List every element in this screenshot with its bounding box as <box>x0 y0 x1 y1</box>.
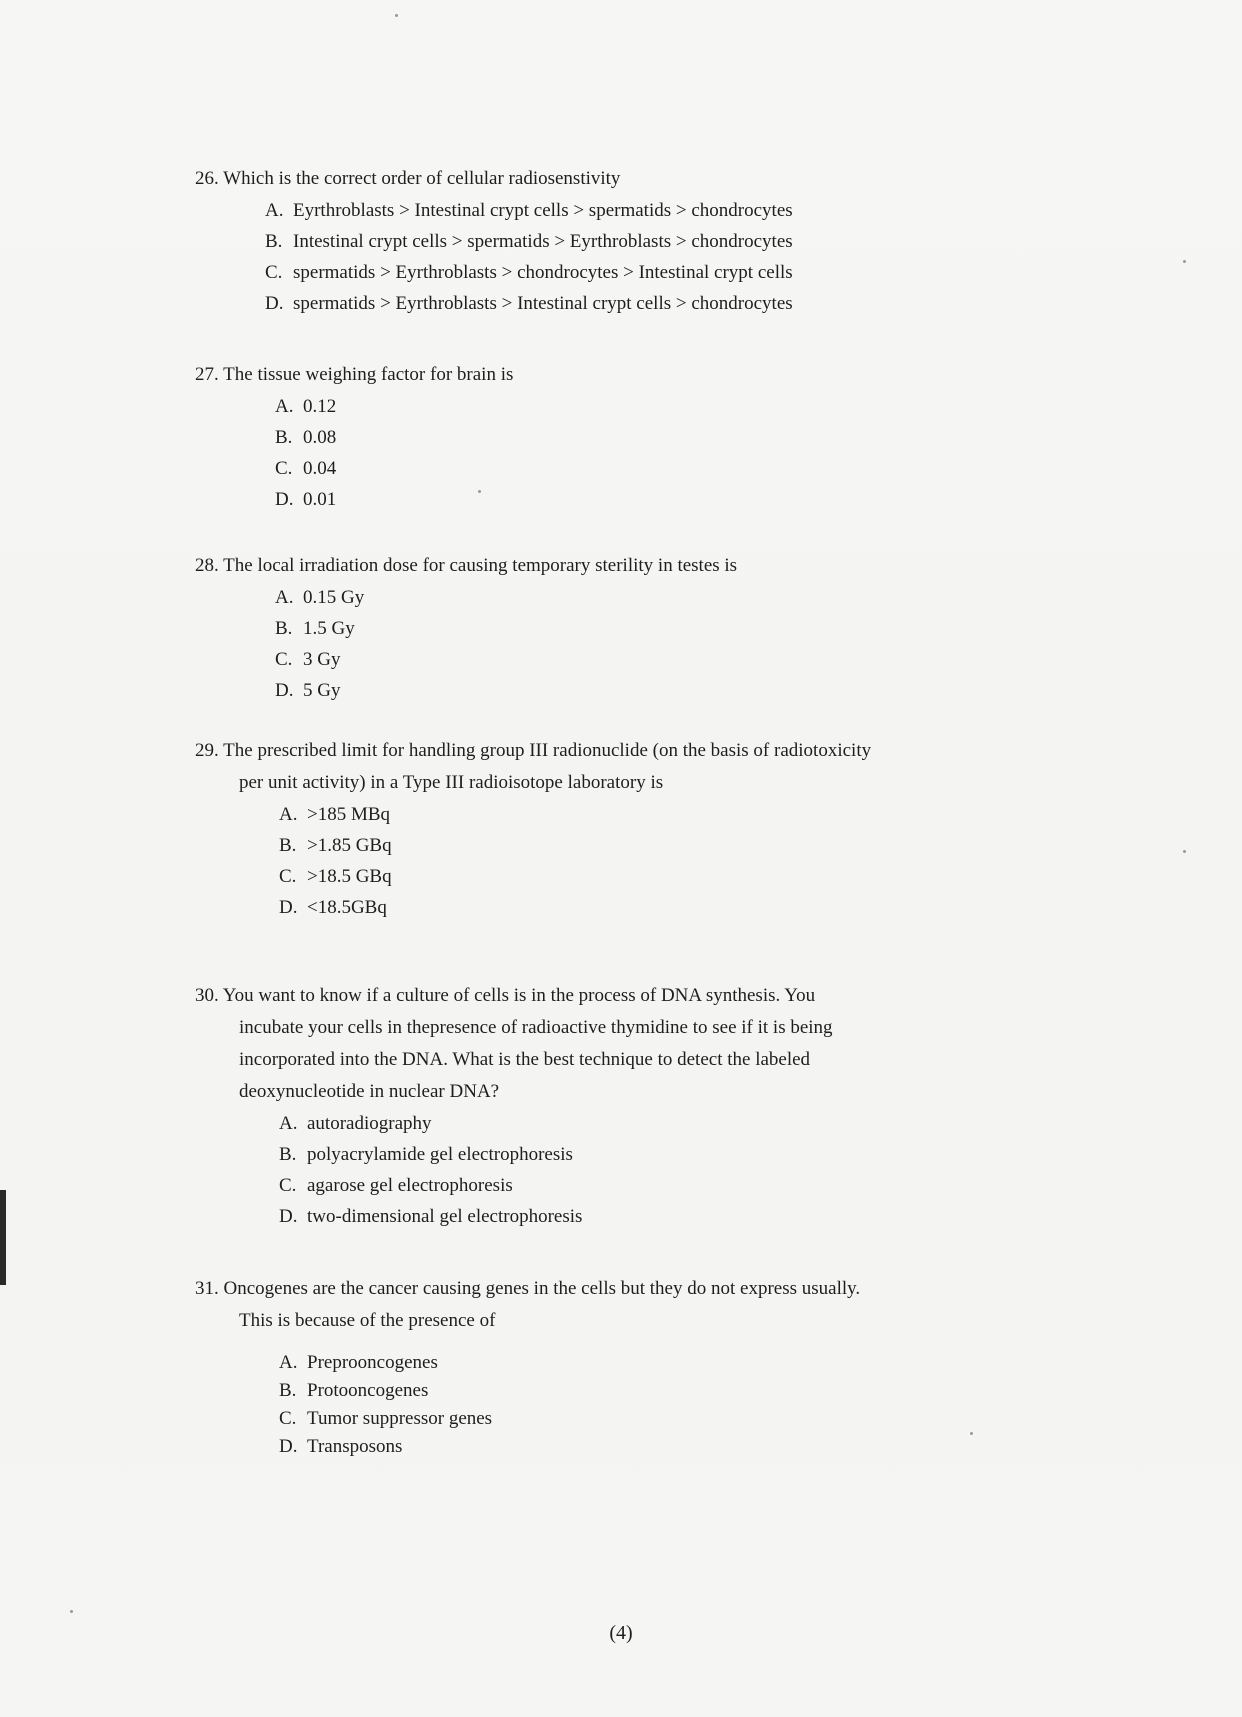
option-d <box>275 484 1095 515</box>
question-text-line-2: incubate your cells in thepresence of radioactive thymidine to see if it is being <box>239 1017 833 1038</box>
option-c <box>275 644 1095 675</box>
option-letter: A. <box>279 804 298 825</box>
option-a <box>279 1349 1095 1377</box>
question-number: 26. <box>195 168 219 189</box>
option-a <box>275 582 1095 613</box>
option-letter: C. <box>279 866 297 887</box>
question-29 <box>195 735 1095 923</box>
option-letter: D. <box>279 1206 298 1227</box>
option-letter: B. <box>279 1380 297 1401</box>
option-letter: A. <box>275 396 294 417</box>
question-text-line-2: per unit activity) in a Type III radioisotope laboratory is <box>239 772 664 793</box>
question-26 <box>195 163 1095 319</box>
question-text: The tissue weighing factor for brain is <box>223 364 514 385</box>
option-letter: C. <box>279 1408 297 1429</box>
question-text-line-2: This is because of the presence of <box>239 1310 496 1331</box>
option-a <box>279 1108 1095 1139</box>
option-letter: A. <box>279 1352 298 1373</box>
option-letter: C. <box>275 458 293 479</box>
option-list <box>279 799 1095 923</box>
question-31 <box>195 1273 1095 1461</box>
option-list <box>265 195 1095 319</box>
option-b <box>275 422 1095 453</box>
question-text-line-1: Oncogenes are the cancer causing genes in the cells but they do not express usually. <box>223 1278 861 1299</box>
question-number: 31. <box>195 1278 219 1299</box>
question-stem <box>195 359 1095 391</box>
question-stem-continued <box>239 1305 1095 1337</box>
option-letter: B. <box>275 427 293 448</box>
option-text: 0.08 <box>303 427 337 448</box>
option-text: Eyrthroblasts > Intestinal crypt cells > spermatids > chondrocytes <box>293 200 793 221</box>
option-a <box>275 391 1095 422</box>
option-text: Preprooncogenes <box>307 1352 438 1373</box>
option-c <box>279 861 1095 892</box>
option-letter: C. <box>279 1175 297 1196</box>
option-text: 0.01 <box>303 489 337 510</box>
option-list <box>275 582 1095 706</box>
option-a <box>279 799 1095 830</box>
scan-speck <box>70 1610 73 1613</box>
option-d <box>279 1201 1095 1232</box>
option-text: polyacrylamide gel electrophoresis <box>307 1144 573 1165</box>
question-number: 27. <box>195 364 219 385</box>
option-list <box>279 1349 1095 1461</box>
option-text: Tumor suppressor genes <box>307 1408 493 1429</box>
question-28 <box>195 550 1095 706</box>
question-text-line-3: incorporated into the DNA. What is the best technique to detect the labeled <box>239 1049 811 1070</box>
option-text: <18.5GBq <box>307 897 387 918</box>
option-letter: C. <box>265 262 283 283</box>
option-d <box>275 675 1095 706</box>
option-text: 0.04 <box>303 458 337 479</box>
question-number: 28. <box>195 555 219 576</box>
option-d <box>265 288 1095 319</box>
question-stem <box>195 550 1095 582</box>
option-b <box>279 830 1095 861</box>
option-text: autoradiography <box>307 1113 432 1134</box>
scan-edge-mark <box>0 1190 6 1285</box>
option-text: >18.5 GBq <box>307 866 392 887</box>
option-text: two-dimensional gel electrophoresis <box>307 1206 583 1227</box>
question-stem-continued <box>239 1012 1095 1044</box>
option-text: spermatids > Eyrthroblasts > chondrocytes > Intestinal crypt cells <box>293 262 793 283</box>
question-stem-continued <box>239 1076 1095 1108</box>
question-text: The local irradiation dose for causing temporary sterility in testes is <box>223 555 738 576</box>
option-text: 0.15 Gy <box>303 587 365 608</box>
option-d <box>279 1433 1095 1461</box>
option-d <box>279 892 1095 923</box>
option-text: 5 Gy <box>303 680 341 701</box>
option-b <box>275 613 1095 644</box>
option-b <box>265 226 1095 257</box>
question-text-line-1: You want to know if a culture of cells is in the process of DNA synthesis. You <box>222 985 816 1006</box>
option-text: agarose gel electrophoresis <box>307 1175 513 1196</box>
option-text: 3 Gy <box>303 649 341 670</box>
option-c <box>279 1405 1095 1433</box>
option-b <box>279 1377 1095 1405</box>
option-text: 1.5 Gy <box>303 618 355 639</box>
option-letter: B. <box>275 618 293 639</box>
question-text-line-1: The prescribed limit for handling group III radionuclide (on the basis of radiotoxicity <box>223 740 872 761</box>
option-list <box>275 391 1095 515</box>
option-c <box>275 453 1095 484</box>
question-stem <box>195 163 1095 195</box>
option-text: >1.85 GBq <box>307 835 392 856</box>
question-stem <box>195 1273 1095 1305</box>
question-30 <box>195 980 1095 1232</box>
scan-speck <box>395 14 398 17</box>
option-letter: A. <box>279 1113 298 1134</box>
option-text: Protooncogenes <box>307 1380 429 1401</box>
question-stem-continued <box>239 767 1095 799</box>
option-letter: A. <box>275 587 294 608</box>
option-text: Intestinal crypt cells > spermatids > Eyrthroblasts > chondrocytes <box>293 231 793 252</box>
option-letter: C. <box>275 649 293 670</box>
page-number: (4) <box>609 1622 633 1644</box>
question-number: 30. <box>195 985 219 1006</box>
option-letter: D. <box>265 293 284 314</box>
question-text: Which is the correct order of cellular radiosenstivity <box>223 168 621 189</box>
option-a <box>265 195 1095 226</box>
scan-speck <box>1183 850 1186 853</box>
question-text-line-4: deoxynucleotide in nuclear DNA? <box>239 1081 500 1102</box>
option-text: >185 MBq <box>307 804 391 825</box>
question-stem <box>195 735 1095 767</box>
question-stem <box>195 980 1095 1012</box>
option-letter: D. <box>279 1436 298 1457</box>
option-text: Transposons <box>307 1436 403 1457</box>
option-letter: A. <box>265 200 284 221</box>
option-b <box>279 1139 1095 1170</box>
option-list <box>279 1108 1095 1232</box>
question-stem-continued <box>239 1044 1095 1076</box>
question-27 <box>195 359 1095 515</box>
option-letter: B. <box>265 231 283 252</box>
option-c <box>265 257 1095 288</box>
option-c <box>279 1170 1095 1201</box>
question-number: 29. <box>195 740 219 761</box>
option-letter: B. <box>279 1144 297 1165</box>
option-letter: D. <box>275 489 294 510</box>
option-letter: B. <box>279 835 297 856</box>
scan-speck <box>1183 260 1186 263</box>
option-letter: D. <box>275 680 294 701</box>
option-text: 0.12 <box>303 396 337 417</box>
option-letter: D. <box>279 897 298 918</box>
option-text: spermatids > Eyrthroblasts > Intestinal crypt cells > chondrocytes <box>293 293 793 314</box>
